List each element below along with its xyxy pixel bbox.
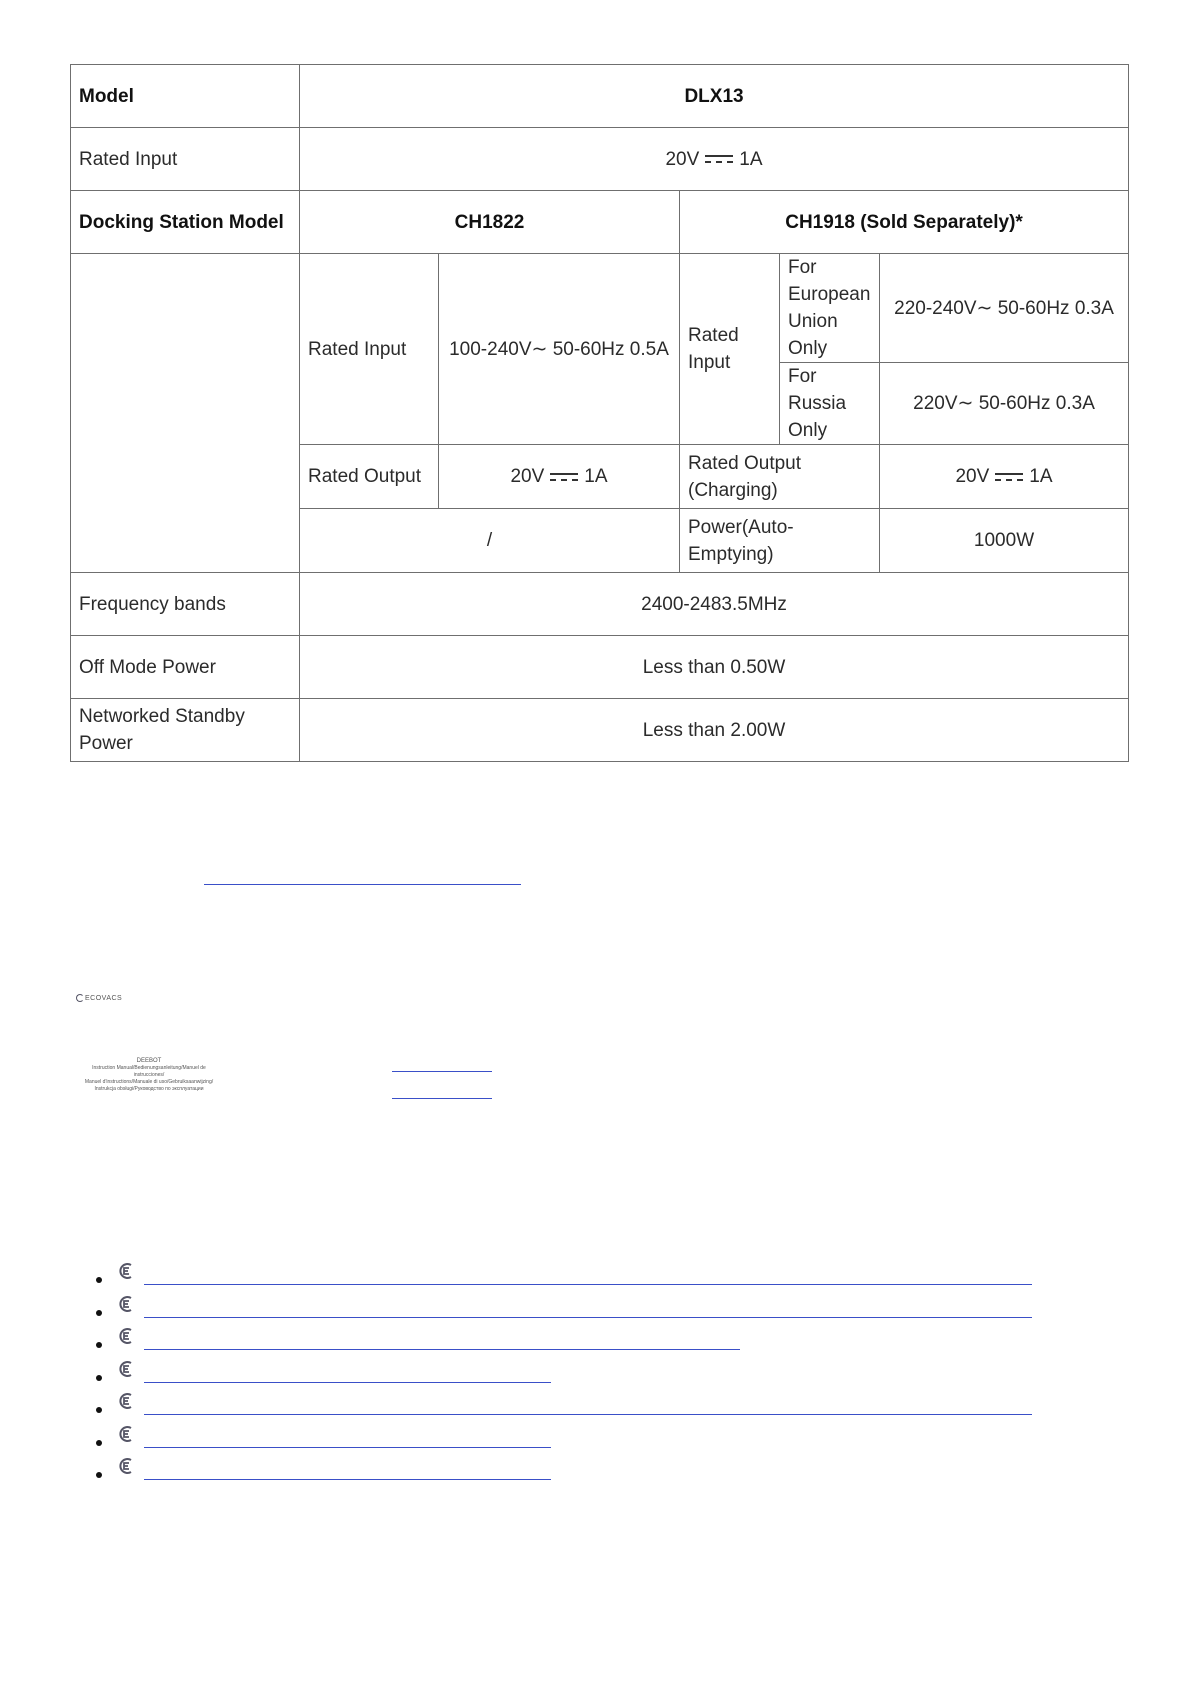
list-item bbox=[96, 1453, 1096, 1486]
ch1918-rated-input-label: Rated Input bbox=[680, 254, 780, 445]
doc-link[interactable] bbox=[144, 1284, 1032, 1285]
list-item bbox=[96, 1421, 1096, 1454]
list-item bbox=[96, 1291, 1096, 1324]
ch1822-rated-input-value: 100-240V∼ 50-60Hz 0.5A bbox=[439, 254, 680, 445]
download-link-2[interactable] bbox=[392, 1098, 492, 1099]
row-standby bbox=[71, 699, 1129, 762]
thumb-line-2: Instruction Manual/Bedienungsanleitung/Manuel de instrucciones/ bbox=[92, 1065, 206, 1078]
rated-input-volts: 20V bbox=[665, 148, 700, 170]
ch1822-rated-output-value bbox=[439, 445, 680, 509]
dc-symbol-icon bbox=[705, 153, 733, 165]
dock-empty-cell bbox=[71, 254, 300, 573]
doc-link[interactable] bbox=[144, 1349, 740, 1350]
standby-value: Less than 2.00W bbox=[300, 699, 1129, 762]
standby-label: Networked Standby Power bbox=[71, 699, 300, 762]
freq-value: 2400-2483.5MHz bbox=[300, 573, 1129, 636]
ru-label: For Russia Only bbox=[780, 363, 880, 445]
power-slash: / bbox=[300, 509, 680, 573]
doc-link[interactable] bbox=[144, 1447, 551, 1448]
logo-text: ECOVACS bbox=[85, 994, 123, 1002]
ru-value: 220V∼ 50-60Hz 0.3A bbox=[880, 363, 1129, 445]
ch1822-output-volts: 20V bbox=[510, 466, 545, 487]
thumb-title: DEEBOT bbox=[136, 1058, 162, 1064]
model-label: Model bbox=[71, 65, 300, 128]
bullet-icon bbox=[96, 1277, 102, 1283]
docking-label: Docking Station Model bbox=[71, 191, 300, 254]
bullet-icon bbox=[96, 1310, 102, 1316]
ch1918-rated-output-value bbox=[880, 445, 1129, 509]
bullet-icon bbox=[96, 1440, 102, 1446]
rated-input-label: Rated Input bbox=[71, 128, 300, 191]
off-label: Off Mode Power bbox=[71, 636, 300, 699]
dock-a: CH1822 bbox=[300, 191, 680, 254]
row-off-mode bbox=[71, 636, 1129, 699]
ecovacs-icon bbox=[118, 1262, 135, 1280]
manual-thumbnail[interactable] bbox=[84, 1058, 214, 1093]
spec-table-wrap bbox=[70, 64, 1128, 754]
ecovacs-logo bbox=[76, 994, 122, 1002]
ecovacs-icon bbox=[118, 1360, 135, 1378]
thumb-line-4: Instrukcja obsługi/Руководство по эксплуатации bbox=[94, 1086, 204, 1092]
row-model bbox=[71, 65, 1129, 128]
doc-link[interactable] bbox=[144, 1479, 551, 1480]
dock-b: CH1918 (Sold Separately)* bbox=[680, 191, 1129, 254]
download-link-1[interactable] bbox=[392, 1071, 492, 1072]
off-value: Less than 0.50W bbox=[300, 636, 1129, 699]
ecovacs-icon bbox=[118, 1457, 135, 1475]
row-dock-input-eu bbox=[71, 254, 1129, 363]
row-docking-model bbox=[71, 191, 1129, 254]
list-item bbox=[96, 1258, 1096, 1291]
bullet-icon bbox=[96, 1375, 102, 1381]
rated-input-amps: 1A bbox=[739, 148, 763, 170]
model-value: DLX13 bbox=[300, 65, 1129, 128]
list-item bbox=[96, 1323, 1096, 1356]
power-label: Power(Auto-Emptying) bbox=[680, 509, 880, 573]
doc-link[interactable] bbox=[144, 1317, 1032, 1318]
source-link[interactable] bbox=[204, 884, 521, 885]
spec-table bbox=[70, 64, 1129, 762]
row-rated-input bbox=[71, 128, 1129, 191]
bullet-icon bbox=[96, 1472, 102, 1478]
doc-link[interactable] bbox=[144, 1414, 1032, 1415]
row-frequency bbox=[71, 573, 1129, 636]
ecovacs-logo-icon bbox=[76, 994, 84, 1002]
eu-value: 220-240V∼ 50-60Hz 0.3A bbox=[880, 254, 1129, 363]
eu-label: For European Union Only bbox=[780, 254, 880, 363]
ch1822-rated-output-label: Rated Output bbox=[300, 445, 439, 509]
ecovacs-icon bbox=[118, 1327, 135, 1345]
list-item bbox=[96, 1356, 1096, 1389]
dc-symbol-icon bbox=[995, 471, 1023, 483]
ch1918-output-volts: 20V bbox=[955, 466, 990, 487]
ch1822-rated-input-label: Rated Input bbox=[300, 254, 439, 445]
bullet-icon bbox=[96, 1407, 102, 1413]
doc-link[interactable] bbox=[144, 1382, 551, 1383]
related-docs-list bbox=[96, 1258, 1096, 1486]
dc-symbol-icon bbox=[550, 471, 578, 483]
thumb-line-3: Manuel d'instructions/Manuale di uso/Gebruiksaanwijzing/ bbox=[84, 1079, 214, 1085]
ch1822-output-amps: 1A bbox=[584, 466, 608, 487]
ch1918-rated-output-label: Rated Output (Charging) bbox=[680, 445, 880, 509]
ecovacs-icon bbox=[118, 1295, 135, 1313]
freq-label: Frequency bands bbox=[71, 573, 300, 636]
rated-input-value bbox=[300, 128, 1129, 191]
bullet-icon bbox=[96, 1342, 102, 1348]
list-item bbox=[96, 1388, 1096, 1421]
ch1918-output-amps: 1A bbox=[1029, 466, 1053, 487]
ecovacs-icon bbox=[118, 1392, 135, 1410]
power-value: 1000W bbox=[880, 509, 1129, 573]
ecovacs-icon bbox=[118, 1425, 135, 1443]
